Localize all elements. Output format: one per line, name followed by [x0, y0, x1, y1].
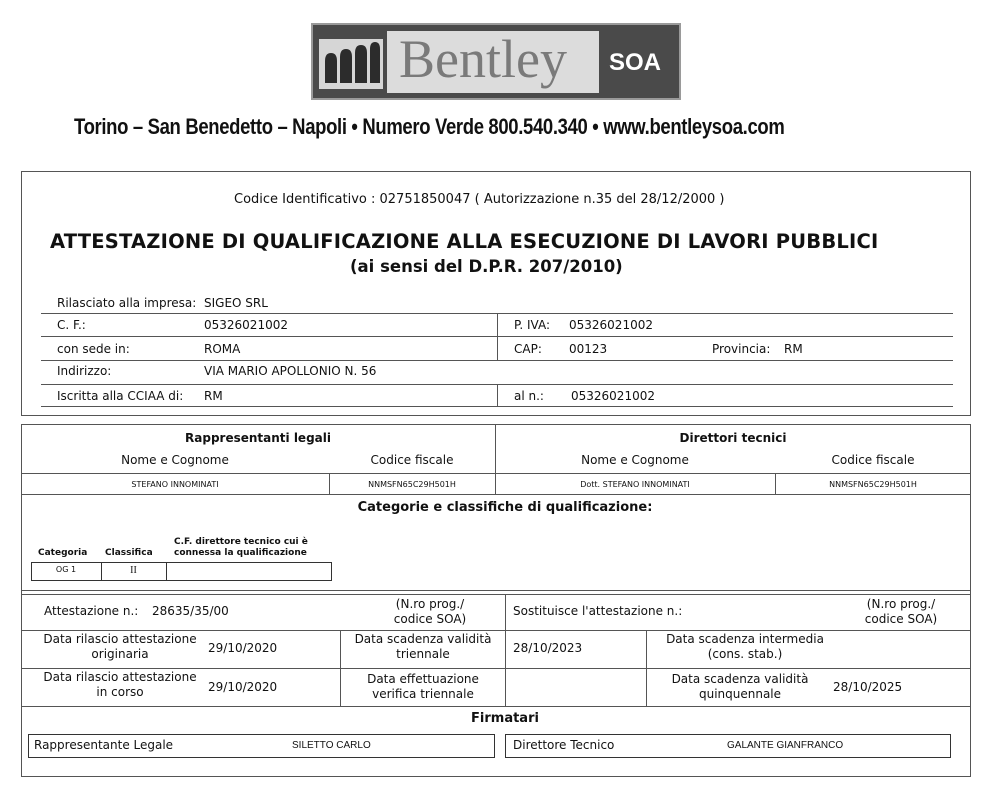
prog2-label-line1: (N.ro prog./: [866, 597, 936, 611]
rappresentante-nome: STEFANO INNOMINATI: [131, 480, 219, 489]
direttore-cf: NNMSFN65C29H501H: [829, 480, 917, 489]
rilascio-corso-label-line1: Data rilascio attestazione: [43, 670, 197, 684]
scad-trien-label-line2: triennale: [396, 647, 450, 661]
scad-trien-label-line1: Data scadenza validità: [354, 632, 492, 646]
prog-label-line2: codice SOA): [393, 612, 467, 626]
provincia-value: RM: [784, 342, 803, 356]
rappresentanti-header: Rappresentanti legali: [185, 431, 331, 445]
cf-label: C. F.:: [57, 318, 86, 332]
categoria-value: OG 1: [55, 565, 77, 574]
indirizzo-value: VIA MARIO APOLLONIO N. 56: [204, 364, 377, 378]
cap-value: 00123: [569, 342, 608, 356]
document-title: ATTESTAZIONE DI QUALIFICAZIONE ALLA ESECUZIONE DI LAVORI PUBBLICI: [50, 230, 879, 253]
cciaa-value: RM: [204, 389, 223, 403]
direttori-col-cf: Codice fiscale: [831, 453, 915, 467]
rilascio-orig-label-line1: Data rilascio attestazione: [43, 632, 197, 646]
cciaa-label: Iscritta alla CCIAA di:: [57, 389, 184, 403]
rilasciato-label: Rilasciato alla impresa:: [57, 296, 197, 310]
prog-label-line1: (N.ro prog./: [395, 597, 465, 611]
categorie-col-classifica: Classifica: [105, 548, 153, 558]
indirizzo-label: Indirizzo:: [57, 364, 112, 378]
piva-label: P. IVA:: [514, 318, 551, 332]
scad-quin-value: 28/10/2025: [833, 680, 903, 694]
scad-quin-label-line2: quinquennale: [698, 687, 782, 701]
scad-quin-label-line1: Data scadenza validità: [671, 672, 809, 686]
firmatario-rl-value: SILETTO CARLO: [292, 740, 371, 751]
categorie-col-cf-line2: connessa la qualificazione: [174, 548, 307, 558]
logo-badge: SOA: [609, 49, 662, 76]
scad-trien-value: 28/10/2023: [513, 641, 583, 655]
rilasciato-value: SIGEO SRL: [204, 296, 268, 310]
cf-value: 05326021002: [204, 318, 288, 332]
rilascio-corso-label-line2: in corso: [96, 685, 144, 699]
rilascio-orig-label-line2: originaria: [91, 647, 149, 661]
rappresentanti-col-cf: Codice fiscale: [370, 453, 454, 467]
tagline: Torino – San Benedetto – Napoli • Numero Verde 800.540.340 • www.bentleysoa.com: [74, 114, 785, 139]
logo-arches-icon: [319, 39, 383, 89]
sede-value: ROMA: [204, 342, 241, 356]
impresa-box: [21, 171, 971, 416]
aln-label: al n.:: [514, 389, 544, 403]
firmatario-dt-label: Direttore Tecnico: [513, 738, 615, 752]
rappresentanti-col-nome: Nome e Cognome: [121, 453, 229, 467]
categorie-header: Categorie e classifiche di qualificazione:: [357, 500, 653, 515]
scad-int-label-line2: (cons. stab.): [707, 647, 783, 661]
attestazione-n-value: 28635/35/00: [152, 604, 229, 618]
sede-label: con sede in:: [57, 342, 130, 356]
aln-value: 05326021002: [571, 389, 655, 403]
classifica-value: II: [130, 565, 137, 576]
rilascio-corso-value: 29/10/2020: [208, 680, 278, 694]
codice-identificativo: Codice Identificativo : 02751850047 ( Autorizzazione n.35 del 28/12/2000 ): [234, 192, 725, 207]
firmatario-dt-value: GALANTE GIANFRANCO: [727, 740, 844, 751]
verifica-label-line2: verifica triennale: [372, 687, 474, 701]
categorie-col-categoria: Categoria: [38, 548, 88, 558]
provincia-label: Provincia:: [712, 342, 771, 356]
attestazione-n-label: Attestazione n.:: [44, 604, 139, 618]
document-subtitle: (ai sensi del D.P.R. 207/2010): [350, 257, 623, 276]
scad-int-label-line1: Data scadenza intermedia: [666, 632, 824, 646]
direttore-nome: Dott. STEFANO INNOMINATI: [580, 480, 690, 489]
piva-value: 05326021002: [569, 318, 653, 332]
verifica-label-line1: Data effettuazione: [367, 672, 479, 686]
rilascio-orig-value: 29/10/2020: [208, 641, 278, 655]
firmatari-header: Firmatari: [471, 711, 539, 726]
cap-label: CAP:: [514, 342, 542, 356]
categorie-col-cf-line1: C.F. direttore tecnico cui è: [174, 537, 308, 547]
company-logo: [311, 23, 681, 100]
prog2-label-line2: codice SOA): [864, 612, 938, 626]
logo-text: Bentley: [399, 29, 567, 89]
direttori-col-nome: Nome e Cognome: [581, 453, 689, 467]
direttori-header: Direttori tecnici: [679, 431, 787, 445]
rappresentante-cf: NNMSFN65C29H501H: [368, 480, 456, 489]
firmatario-rl-label: Rappresentante Legale: [34, 738, 174, 752]
sostituisce-label: Sostituisce l'attestazione n.:: [513, 604, 683, 618]
